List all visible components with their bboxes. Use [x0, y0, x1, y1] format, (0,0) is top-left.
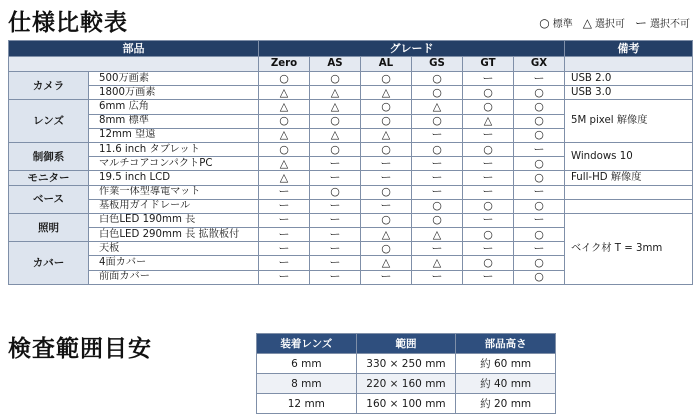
spec-row	[9, 100, 693, 114]
mark-cell: ○	[361, 185, 412, 199]
mark-cell: △	[310, 128, 361, 142]
mark-cell: ○	[514, 171, 565, 185]
mark-cell: ー	[463, 270, 514, 284]
mark-cell: ー	[412, 157, 463, 171]
legend-label: 選択可	[594, 19, 625, 30]
mark-cell: △	[463, 114, 514, 128]
mark-cell: ー	[412, 185, 463, 199]
mark-cell: ー	[463, 213, 514, 227]
mark-cell: ○	[412, 86, 463, 100]
grade-column-header: GS	[412, 57, 463, 72]
mark-cell: ○	[412, 114, 463, 128]
mark-cell: ー	[259, 256, 310, 270]
mark-cell: △	[361, 256, 412, 270]
inspection-header: 範囲	[356, 334, 456, 354]
spec-row	[9, 213, 693, 227]
mark-cell: △	[310, 100, 361, 114]
mark-cell: ー	[412, 171, 463, 185]
category-cell: モニター	[9, 171, 89, 185]
mark-cell: ー	[259, 185, 310, 199]
inspection-cell: 約 60 mm	[456, 354, 556, 374]
mark-cell: ー	[463, 171, 514, 185]
legend-item	[539, 15, 572, 30]
item-cell: 11.6 inch タブレット	[89, 142, 259, 156]
notes-header: 備考	[565, 41, 693, 57]
grade-column-header: GT	[463, 57, 514, 72]
inspection-cell: 160 × 100 mm	[356, 394, 456, 414]
mark-cell: ー	[463, 185, 514, 199]
item-cell: 天板	[89, 242, 259, 256]
item-cell: 4面カバー	[89, 256, 259, 270]
inspection-cell: 約 40 mm	[456, 374, 556, 394]
mark-cell: ー	[463, 72, 514, 86]
mark-cell: ー	[310, 256, 361, 270]
mark-cell: ー	[259, 228, 310, 242]
mark-cell: ー	[310, 157, 361, 171]
grade-column-header: Zero	[259, 57, 310, 72]
notes-subheader	[565, 57, 693, 72]
mark-cell: ○	[514, 86, 565, 100]
inspection-cell: 8 mm	[257, 374, 357, 394]
mark-cell: ー	[514, 185, 565, 199]
mark-cell: ○	[361, 213, 412, 227]
item-cell: 作業一体型導電マット	[89, 185, 259, 199]
parts-header: 部品	[9, 41, 259, 57]
mark-cell: ○	[463, 100, 514, 114]
mark-cell: ー	[310, 171, 361, 185]
item-cell: 1800万画素	[89, 86, 259, 100]
mark-cell: △	[259, 100, 310, 114]
mark-cell: ー	[259, 242, 310, 256]
item-cell: 前面カバー	[89, 270, 259, 284]
grade-column-header: GX	[514, 57, 565, 72]
item-cell: 8mm 標準	[89, 114, 259, 128]
mark-cell: ○	[361, 72, 412, 86]
mark-cell: ー	[361, 157, 412, 171]
mark-cell: ○	[514, 256, 565, 270]
legend-item	[583, 15, 625, 30]
item-cell: 白色LED 290mm 長 拡散板付	[89, 228, 259, 242]
note-cell	[565, 185, 693, 199]
inspection-title: 検査範囲目安	[8, 336, 152, 362]
spec-row	[9, 171, 693, 185]
inspection-table	[256, 333, 556, 414]
inspection-cell: 約 20 mm	[456, 394, 556, 414]
inspection-cell: 330 × 250 mm	[356, 354, 456, 374]
category-cell: レンズ	[9, 100, 89, 143]
mark-cell: ー	[514, 72, 565, 86]
mark-cell: ○	[361, 114, 412, 128]
item-cell: 6mm 広角	[89, 100, 259, 114]
mark-cell: ○	[361, 242, 412, 256]
mark-cell: △	[361, 128, 412, 142]
note-cell: Full-HD 解像度	[565, 171, 693, 185]
mark-cell: ○	[514, 199, 565, 213]
mark-cell: ○	[310, 72, 361, 86]
spec-row	[9, 86, 693, 100]
mark-cell: ○	[259, 142, 310, 156]
mark-cell: ー	[259, 213, 310, 227]
note-cell: USB 3.0	[565, 86, 693, 100]
legend-label: 選択不可	[650, 19, 690, 30]
mark-cell: ー	[310, 270, 361, 284]
mark-cell: ○	[463, 142, 514, 156]
note-cell: ベイク材 T = 3mm	[565, 213, 693, 284]
spec-title: 仕様比較表	[8, 10, 128, 36]
mark-cell: ○	[361, 142, 412, 156]
mark-cell: ー	[514, 242, 565, 256]
mark-cell: ー	[259, 199, 310, 213]
mark-cell: ー	[463, 128, 514, 142]
legend-symbol: ー	[634, 16, 647, 30]
item-cell: 19.5 inch LCD	[89, 171, 259, 185]
grade-column-header: AS	[310, 57, 361, 72]
mark-cell: ー	[514, 142, 565, 156]
mark-cell: ー	[310, 199, 361, 213]
mark-cell: ○	[259, 72, 310, 86]
mark-cell: △	[361, 228, 412, 242]
mark-cell: ○	[514, 270, 565, 284]
inspection-header: 部品高さ	[456, 334, 556, 354]
note-cell: 5M pixel 解像度	[565, 100, 693, 143]
inspection-header: 装着レンズ	[257, 334, 357, 354]
note-cell: Windows 10	[565, 142, 693, 170]
mark-cell: ○	[514, 228, 565, 242]
mark-cell: ○	[412, 213, 463, 227]
mark-cell: ー	[514, 213, 565, 227]
mark-cell: ー	[412, 128, 463, 142]
mark-cell: ー	[361, 199, 412, 213]
mark-cell: ○	[412, 72, 463, 86]
inspection-row	[257, 394, 556, 414]
mark-cell: ○	[361, 100, 412, 114]
mark-cell: ー	[259, 270, 310, 284]
legend	[539, 14, 690, 31]
category-cell: 照明	[9, 213, 89, 241]
category-cell: 制御系	[9, 142, 89, 170]
mark-cell: △	[259, 86, 310, 100]
mark-cell: △	[259, 157, 310, 171]
mark-cell: △	[412, 100, 463, 114]
inspection-row	[257, 374, 556, 394]
note-cell: USB 2.0	[565, 72, 693, 86]
mark-cell: △	[412, 228, 463, 242]
item-cell: マルチコアコンパクトPC	[89, 157, 259, 171]
mark-cell: ○	[514, 114, 565, 128]
inspection-row	[257, 354, 556, 374]
grade-column-header: AL	[361, 57, 412, 72]
grade-header: グレード	[259, 41, 565, 57]
mark-cell: ー	[361, 171, 412, 185]
mark-cell: ー	[463, 242, 514, 256]
mark-cell: ー	[310, 242, 361, 256]
mark-cell: △	[412, 256, 463, 270]
legend-symbol: △	[582, 15, 592, 30]
mark-cell: ○	[463, 199, 514, 213]
mark-cell: ○	[412, 142, 463, 156]
category-cell: ベース	[9, 185, 89, 213]
mark-cell: △	[259, 171, 310, 185]
spec-row	[9, 199, 693, 213]
mark-cell: ○	[514, 128, 565, 142]
mark-cell: ○	[259, 114, 310, 128]
spec-row	[9, 72, 693, 86]
mark-cell: ○	[310, 142, 361, 156]
spec-row	[9, 142, 693, 156]
mark-cell: ○	[514, 100, 565, 114]
mark-cell: ー	[412, 270, 463, 284]
spec-row	[9, 185, 693, 199]
mark-cell: ○	[310, 185, 361, 199]
mark-cell: ー	[310, 213, 361, 227]
mark-cell: ○	[412, 199, 463, 213]
mark-cell: ー	[361, 270, 412, 284]
mark-cell: ー	[412, 242, 463, 256]
inspection-cell: 6 mm	[257, 354, 357, 374]
inspection-cell: 220 × 160 mm	[356, 374, 456, 394]
mark-cell: △	[259, 128, 310, 142]
mark-cell: △	[361, 86, 412, 100]
legend-item	[635, 14, 690, 31]
spec-table	[8, 40, 693, 285]
item-cell: 白色LED 190mm 長	[89, 213, 259, 227]
category-cell: カバー	[9, 242, 89, 285]
grade-row-spacer	[9, 57, 259, 72]
legend-symbol: ○	[539, 15, 550, 30]
item-cell: 12mm 望遠	[89, 128, 259, 142]
mark-cell: ー	[463, 157, 514, 171]
mark-cell: ー	[310, 228, 361, 242]
note-cell	[565, 199, 693, 213]
mark-cell: △	[310, 86, 361, 100]
mark-cell: ○	[463, 228, 514, 242]
mark-cell: ○	[310, 114, 361, 128]
mark-cell: ○	[514, 157, 565, 171]
mark-cell: ○	[463, 256, 514, 270]
item-cell: 500万画素	[89, 72, 259, 86]
inspection-cell: 12 mm	[257, 394, 357, 414]
mark-cell: ○	[463, 86, 514, 100]
legend-label: 標準	[552, 19, 573, 30]
item-cell: 基板用ガイドレール	[89, 199, 259, 213]
category-cell: カメラ	[9, 72, 89, 100]
